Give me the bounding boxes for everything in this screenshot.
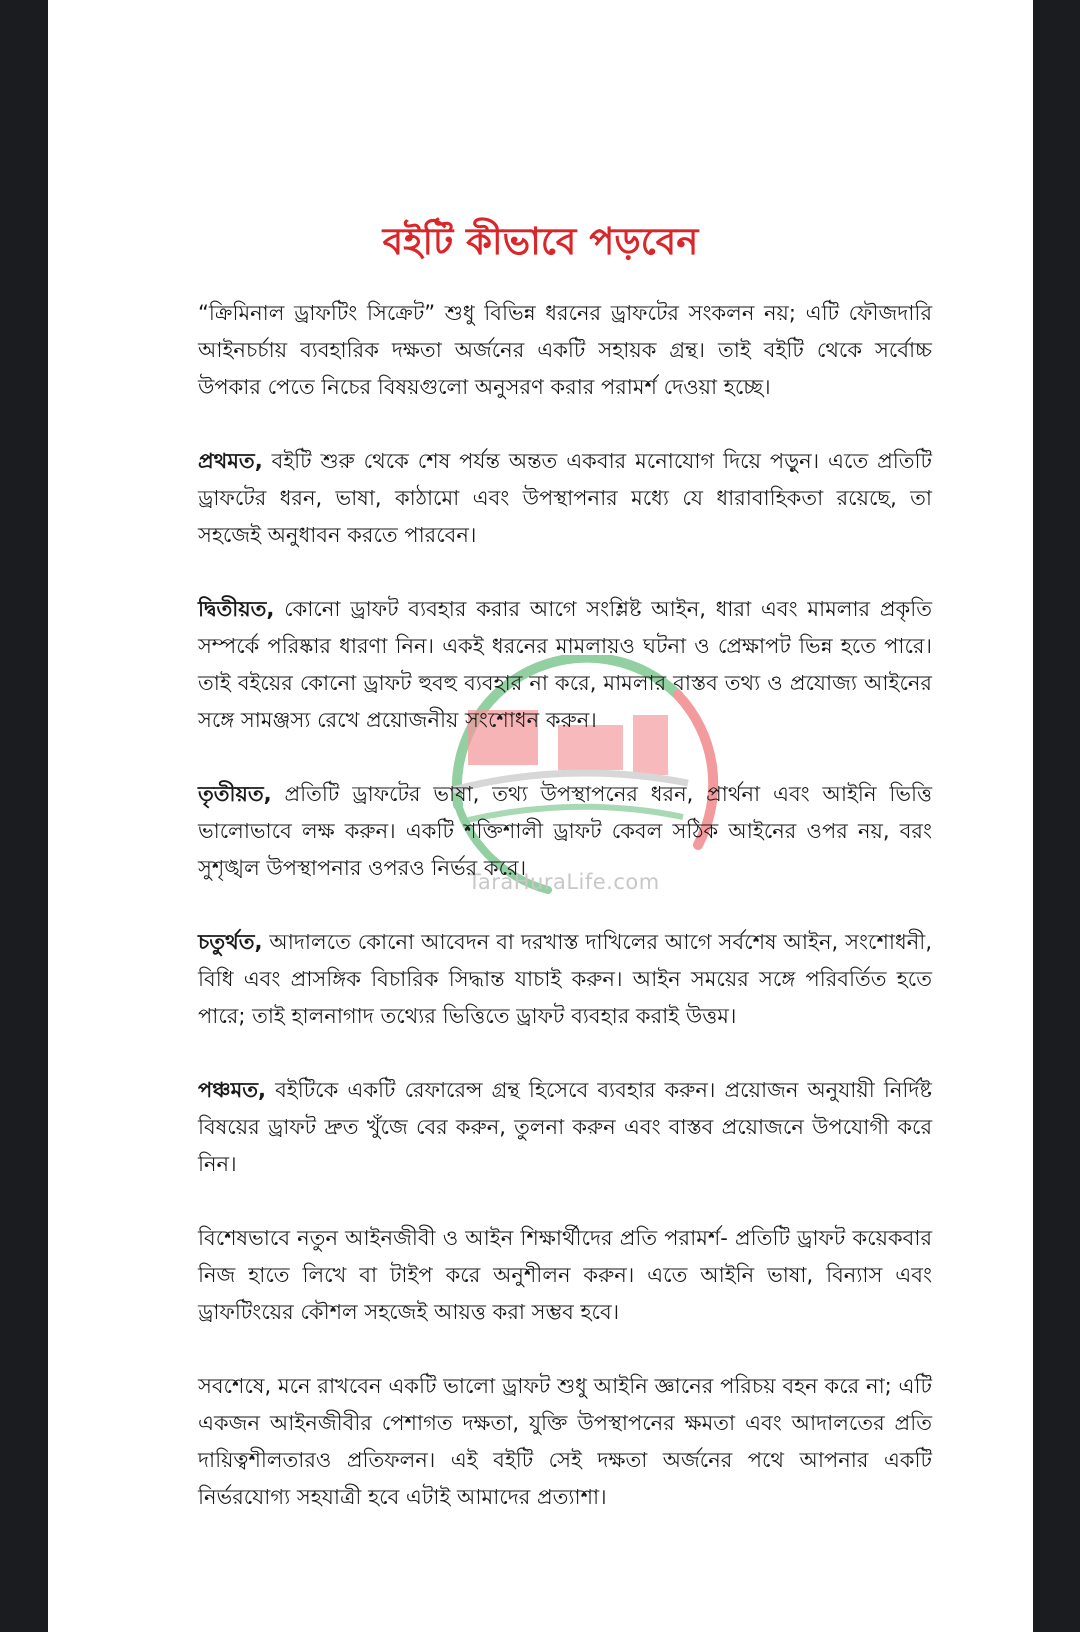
document-page [48,0,1033,1632]
paragraph-lead: চতুর্থত, [198,930,263,954]
document-body [198,295,932,1553]
watermark-text: TaraHuraLife.com [468,870,660,894]
paragraph-text: বিশেষভাবে নতুন আইনজীবী ও আইন শিক্ষার্থীদের প্রতি পরামর্শ- প্রতিটি ড্রাফট কয়েকবার নিজ হাতে লিখে বা টাইপ করে অনুশীলন করুন। এতে আইনি ভাষা, বিন্যাস এবং ড্রাফটিংয়ের কৌশল সহজেই আয়ত্ত করা সম্ভব হবে। [198,1226,932,1324]
paragraph-text: কোনো ড্রাফট ব্যবহার করার আগে সংশ্লিষ্ট আইন, ধারা এবং মামলার প্রকৃতি সম্পর্কে পরিষ্কার ধারণা নিন। একই ধরনের মামলায়ও ঘটনা ও প্রেক্ষাপট ভিন্ন হতে পারে। তাই বইয়ের কোনো ড্রাফট হুবহু ব্যবহার না করে, মামলার বাস্তব তথ্য ও প্রযোজ্য আইনের সঙ্গে সামঞ্জস্য রেখে প্রয়োজনীয় সংশোধন করুন। [198,597,932,732]
paragraph-text: আদালতে কোনো আবেদন বা দরখাস্ত দাখিলের আগে সর্বশেষ আইন, সংশোধনী, বিধি এবং প্রাসঙ্গিক বিচারিক সিদ্ধান্ত যাচাই করুন। আইন সময়ের সঙ্গে পরিবর্তিত হতে পারে; তাই হালনাগাদ তথ্যের ভিত্তিতে ড্রাফট ব্যবহার করাই উত্তম। [198,930,932,1028]
paragraph-lead: পঞ্চমত, [198,1078,267,1102]
paragraph-advice [198,1220,932,1331]
paragraph-conclusion [198,1368,932,1516]
paragraph-fourth [198,924,932,1035]
paragraph-text: বইটি শুরু থেকে শেষ পর্যন্ত অন্তত একবার মনোযোগ দিয়ে পড়ুন। এতে প্রতিটি ড্রাফটের ধরন, ভাষা, কাঠামো এবং উপস্থাপনার মধ্যে যে ধারাবাহিকতা রয়েছে, তা সহজেই অনুধাবন করতে পারবেন। [198,449,932,547]
paragraph-text: প্রতিটি ড্রাফটের ভাষা, তথ্য উপস্থাপনের ধরন, প্রার্থনা এবং আইনি ভিত্তি ভালোভাবে লক্ষ করুন। একটি শক্তিশালী ড্রাফট কেবল সঠিক আইনের ওপর নয়, বরং সুশৃঙ্খল উপস্থাপনার ওপরও নির্ভর করে। [198,782,932,880]
paragraph-lead: দ্বিতীয়ত, [198,597,275,621]
paragraph-fifth [198,1072,932,1183]
paragraph-first [198,443,932,554]
paragraph-text: “ক্রিমিনাল ড্রাফটিং সিক্রেট” শুধু বিভিন্ন ধরনের ড্রাফটের সংকলন নয়; এটি ফৌজদারি আইনচর্চায় ব্যবহারিক দক্ষতা অর্জনের একটি সহায়ক গ্রন্থ। তাই বইটি থেকে সর্বোচ্চ উপকার পেতে নিচের বিষয়গুলো অনুসরণ করার পরামর্শ দেওয়া হচ্ছে। [198,301,932,399]
paragraph-lead: তৃতীয়ত, [198,782,272,806]
paragraph-lead: প্রথমত, [198,449,263,473]
page-title: বইটি কীভাবে পড়বেন [382,220,699,263]
paragraph-text: সবশেষে, মনে রাখবেন একটি ভালো ড্রাফট শুধু আইনি জ্ঞানের পরিচয় বহন করে না; এটি একজন আইনজীবীর পেশাগত দক্ষতা, যুক্তি উপস্থাপনের ক্ষমতা এবং আদালতের প্রতি দায়িত্বশীলতারও প্রতিফলন। এই বইটি সেই দক্ষতা অর্জনের পথে আপনার একটি নির্ভরযোগ্য সহযাত্রী হবে এটাই আমাদের প্রত্যাশা। [198,1374,932,1509]
paragraph-intro [198,295,932,406]
paragraph-text: বইটিকে একটি রেফারেন্স গ্রন্থ হিসেবে ব্যবহার করুন। প্রয়োজন অনুযায়ী নির্দিষ্ট বিষয়ের ড্রাফট দ্রুত খুঁজে বের করুন, তুলনা করুন এবং বাস্তব প্রয়োজনে উপযোগী করে নিন। [198,1078,932,1176]
paragraph-third [198,776,932,887]
paragraph-second [198,591,932,739]
